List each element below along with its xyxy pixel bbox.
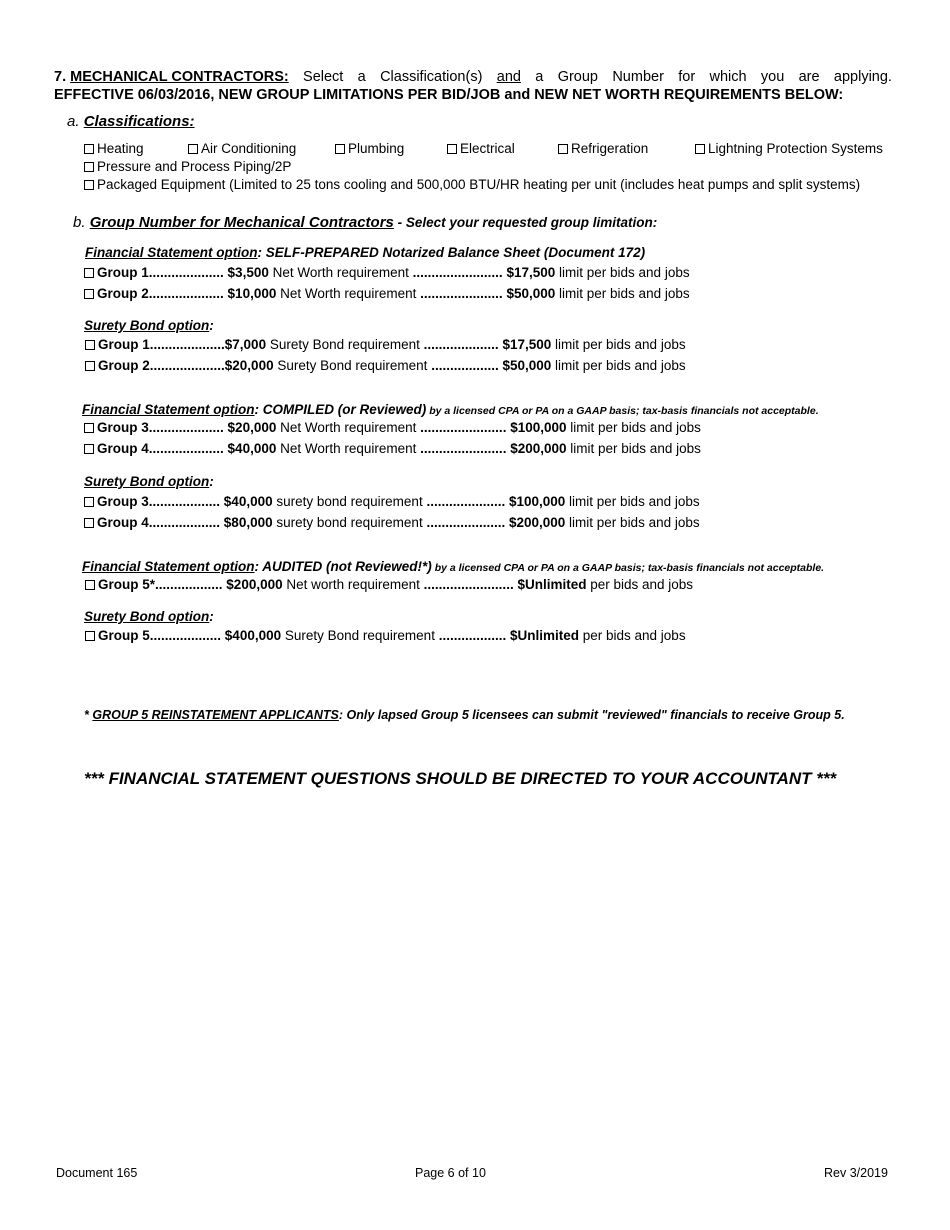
- group-option-row[interactable]: Group 2....................$20,000 Surety Bond requirement .................. $50,000 limit per bids and jobs: [85, 358, 686, 373]
- instruction-word: Number: [612, 69, 664, 85]
- instruction-word: are: [798, 69, 820, 85]
- refrigeration-checkbox[interactable]: [558, 144, 568, 154]
- instruction-word: Classification(s): [380, 69, 483, 85]
- accountant-note: *** FINANCIAL STATEMENT QUESTIONS SHOULD BE DIRECTED TO YOUR ACCOUNTANT ***: [84, 769, 837, 788]
- surety-bond-heading: Surety Bond option:: [84, 474, 214, 489]
- self-prepared-heading: Financial Statement option: SELF-PREPARED Notarized Balance Sheet (Document 172): [85, 245, 646, 260]
- instruction-word: applying.: [833, 69, 892, 85]
- footer-page: Page 6 of 10: [415, 1166, 486, 1180]
- surety-bond-heading: Surety Bond option:: [84, 318, 214, 333]
- electrical-checkbox[interactable]: [447, 144, 457, 154]
- reinstatement-note: * GROUP 5 REINSTATEMENT APPLICANTS: Only lapsed Group 5 licensees can submit "reviewed" financials to receive Group 5.: [84, 708, 845, 722]
- instruction-word: Select: [303, 69, 344, 85]
- classifications-heading: a. Classifications:: [67, 113, 195, 130]
- plumbing-checkbox[interactable]: [335, 144, 345, 154]
- pressure-piping-checkbox[interactable]: [84, 162, 94, 172]
- group-checkbox[interactable]: [84, 423, 94, 433]
- class-electrical[interactable]: Electrical: [447, 141, 515, 156]
- instruction-word: which: [709, 69, 747, 85]
- group-option-row[interactable]: Group 4.................... $40,000 Net Worth requirement ....................... $200,000 limit per bids and jobs: [84, 441, 701, 456]
- group-checkbox[interactable]: [84, 289, 94, 299]
- group-option-row[interactable]: Group 1.................... $3,500 Net Worth requirement ........................ $17,500 limit per bids and jobs: [84, 265, 690, 280]
- group-checkbox[interactable]: [85, 361, 95, 371]
- instruction-word: and: [496, 69, 521, 85]
- group-option-row[interactable]: Group 3................... $40,000 surety bond requirement ..................... $100,000 limit per bids and jobs: [84, 494, 700, 509]
- group-checkbox[interactable]: [85, 631, 95, 641]
- group-checkbox[interactable]: [84, 444, 94, 454]
- class-refrigeration[interactable]: Refrigeration: [558, 141, 648, 156]
- group-option-row[interactable]: Group 5*.................. $200,000 Net worth requirement ........................ $Unlimited per bids and jobs: [85, 577, 693, 592]
- packaged-equipment-checkbox[interactable]: [84, 180, 94, 190]
- group-checkbox[interactable]: [84, 497, 94, 507]
- group-checkbox[interactable]: [84, 268, 94, 278]
- section-number-title: 7. MECHANICAL CONTRACTORS:: [54, 69, 289, 85]
- group-number-heading: b. Group Number for Mechanical Contractors - Select your requested group limitation:: [73, 214, 658, 231]
- class-plumbing[interactable]: Plumbing: [335, 141, 404, 156]
- air-conditioning-checkbox[interactable]: [188, 144, 198, 154]
- lightning-protection-checkbox[interactable]: [695, 144, 705, 154]
- group-option-row[interactable]: Group 5................... $400,000 Surety Bond requirement .................. $Unlimited per bids and jobs: [85, 628, 686, 643]
- footer-document: Document 165: [56, 1166, 138, 1180]
- class-air-conditioning[interactable]: Air Conditioning: [188, 141, 296, 156]
- section-heading: [54, 69, 892, 85]
- group-option-row[interactable]: Group 4................... $80,000 surety bond requirement ..................... $200,000 limit per bids and jobs: [84, 515, 700, 530]
- compiled-heading: Financial Statement option: COMPILED (or Reviewed) by a licensed CPA or PA on a GAAP basis; tax-basis financials not acceptable.: [82, 402, 819, 417]
- group-option-row[interactable]: Group 2.................... $10,000 Net Worth requirement ...................... $50,000 limit per bids and jobs: [84, 286, 690, 301]
- footer-revision: Rev 3/2019: [824, 1166, 888, 1180]
- group-option-row[interactable]: Group 1....................$7,000 Surety Bond requirement .................... $17,500 limit per bids and jobs: [85, 337, 686, 352]
- class-lightning-protection[interactable]: Lightning Protection Systems: [695, 141, 883, 156]
- group-checkbox[interactable]: [85, 580, 95, 590]
- instruction-word: for: [678, 69, 696, 85]
- effective-note: EFFECTIVE 06/03/2016, NEW GROUP LIMITATIONS PER BID/JOB and NEW NET WORTH REQUIREMENTS BELOW:: [54, 87, 844, 103]
- heating-checkbox[interactable]: [84, 144, 94, 154]
- class-heating[interactable]: Heating: [84, 141, 144, 156]
- audited-heading: Financial Statement option: AUDITED (not Reviewed!*) by a licensed CPA or PA on a GAAP basis; tax-basis financials not acceptable.: [82, 559, 825, 574]
- group-checkbox[interactable]: [84, 518, 94, 528]
- class-pressure-piping[interactable]: Pressure and Process Piping/2P: [84, 159, 291, 174]
- instruction-word: a: [535, 69, 544, 85]
- instruction-word: Group: [557, 69, 598, 85]
- group-checkbox[interactable]: [85, 340, 95, 350]
- instruction-word: a: [357, 69, 366, 85]
- class-packaged-equipment[interactable]: Packaged Equipment (Limited to 25 tons cooling and 500,000 BTU/HR heating per unit (includes heat pumps and split systems): [84, 177, 860, 192]
- surety-bond-heading: Surety Bond option:: [84, 609, 214, 624]
- instruction-word: you: [760, 69, 785, 85]
- group-option-row[interactable]: Group 3.................... $20,000 Net Worth requirement ....................... $100,000 limit per bids and jobs: [84, 420, 701, 435]
